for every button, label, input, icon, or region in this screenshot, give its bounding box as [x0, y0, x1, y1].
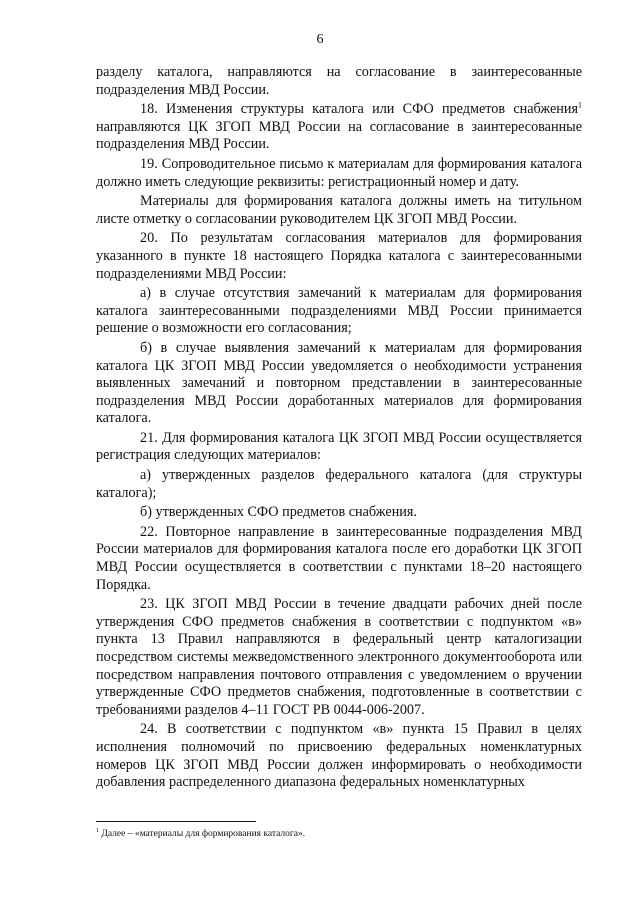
- footnote-reference: 1: [578, 100, 582, 110]
- footnote: [96, 828, 582, 840]
- paragraph-20: 20. По результатам согласования материалов для формирования указанного в пункте 18 настоящего Порядка каталога с заинтересованными подразделениями МВД России:: [96, 230, 582, 282]
- page-number: 6: [316, 32, 324, 47]
- paragraph-20-a: а) в случае отсутствия замечаний к материалам для формирования каталога заинтересованными подразделениями МВД России принимается решение о возможности его согласования;: [96, 285, 582, 337]
- paragraph-18-tail: направляются ЦК ЗГОП МВД России на согласование в заинтересованные подразделения МВД России.: [96, 118, 582, 153]
- document-body: [96, 64, 582, 792]
- paragraph-19: 19. Сопроводительное письмо к материалам для формирования каталога должно иметь следующие реквизиты: регистрационный номер и дату.: [96, 155, 582, 190]
- paragraph-21-b: б) утвержденных СФО предметов снабжения.: [140, 504, 417, 521]
- footnote-divider: [96, 821, 256, 822]
- paragraph-continuation: разделу каталога, направляются на согласование в заинтересованные подразделения МВД России.: [96, 64, 582, 98]
- paragraph-21-a: а) утвержденных разделов федерального каталога (для структуры каталога);: [96, 467, 582, 501]
- paragraph-18: [96, 101, 582, 154]
- paragraph-20-b: б) в случае выявления замечаний к материалам для формирования каталога ЦК ЗГОП МВД России уведомляется о необходимости устранения выявленных замечаний и повторном представлении в заинтересованные подразделения МВД России доработанных материалов для формирования каталога.: [96, 339, 582, 427]
- paragraph-21: 21. Для формирования каталога ЦК ЗГОП МВД России осуществляется регистрация следующих материалов:: [96, 429, 582, 464]
- footnote-marker: 1: [96, 827, 99, 834]
- paragraph-22: 22. Повторное направление в заинтересованные подразделения МВД России материалов для формирования каталога после его доработки ЦК ЗГОП МВД России осуществляется в соответствии с пунктами 18–20 настоящего Порядка.: [96, 523, 582, 593]
- paragraph-18-text: 18. Изменения структуры каталога или СФО предметов снабжения: [140, 101, 578, 118]
- paragraph-23: 23. ЦК ЗГОП МВД России в течение двадцати рабочих дней после утверждения СФО предметов снабжения в соответствии с подпунктом «в» пункта 13 Правил направляются в федеральный центр каталогизации посредством системы межведомственного электронного документооборота или посредством направления почтового отправления с уведомлением о вручении утвержденные СФО предметов снабжения, подготовленные в соответствии с требованиями разделов 4–11 ГОСТ РВ 0044-006-2007.: [96, 596, 582, 718]
- footnote-text: Далее – «материалы для формирования каталога».: [99, 829, 306, 839]
- paragraph-19-materials: Материалы для формирования каталога должны иметь на титульном листе отметку о согласовании руководителем ЦК ЗГОП МВД России.: [96, 193, 582, 227]
- paragraph-24: 24. В соответствии с подпунктом «в» пункта 15 Правил в целях исполнения полномочий по присвоению федеральных номенклатурных номеров ЦК ЗГОП МВД России должен информировать о необходимости добавления распределенного диапазона федеральных номенклатурных: [96, 721, 582, 791]
